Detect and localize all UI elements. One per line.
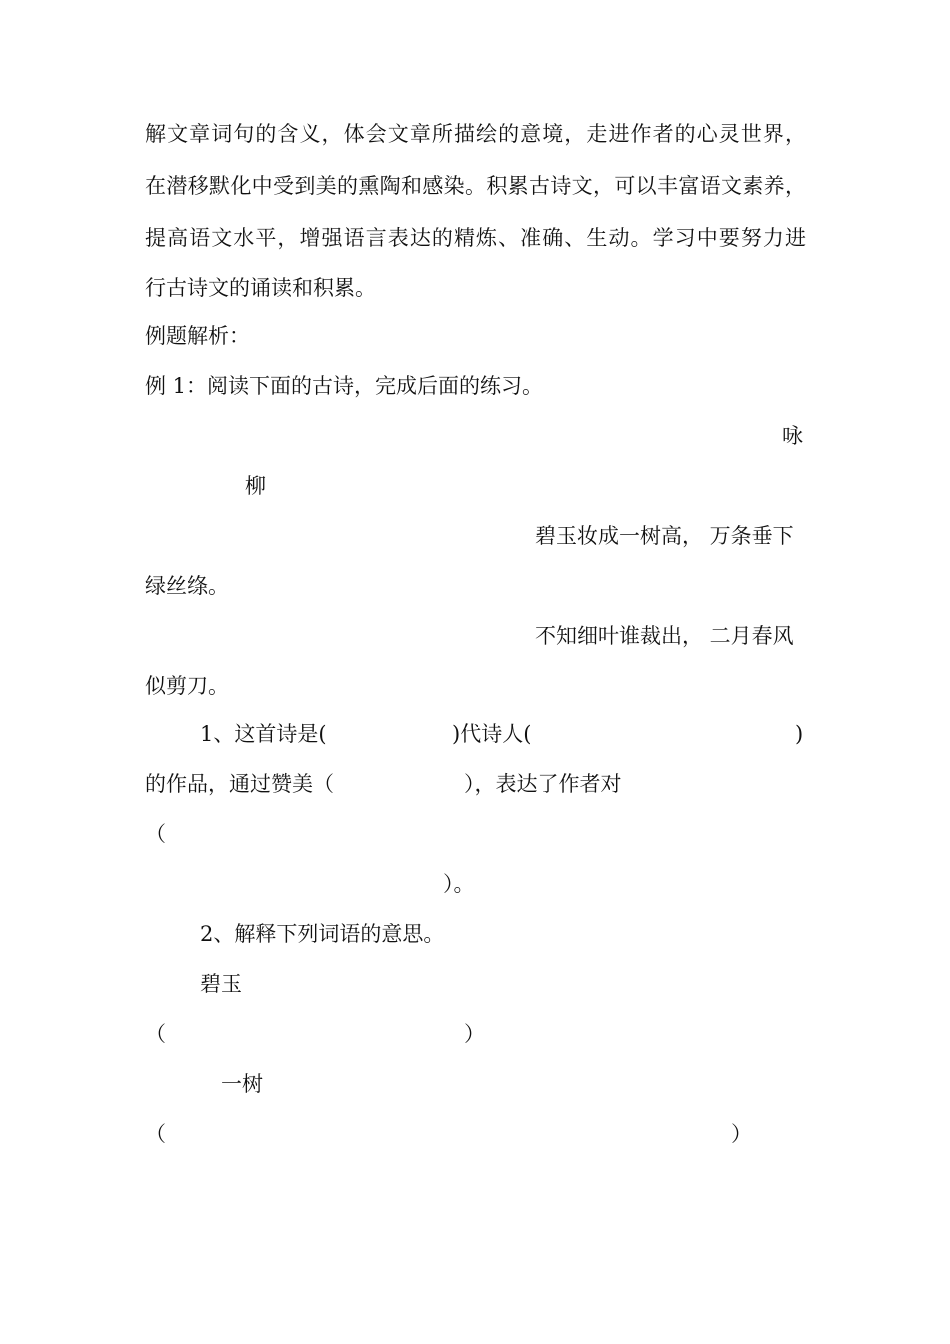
poem-title-char-1: 咏 bbox=[782, 424, 803, 448]
intro-line-1: 解文章词句的含义，体会文章所描绘的意境，走进作者的心灵世界， bbox=[145, 122, 806, 146]
poem-line-2a: 不知细叶谁裁出， 二月春风 bbox=[535, 624, 794, 648]
q1-part-a2: )代诗人( bbox=[452, 722, 532, 746]
q1-part-b2: ），表达了作者对 bbox=[464, 772, 622, 796]
example-prompt: 例 1：阅读下面的古诗，完成后面的练习。 bbox=[145, 374, 544, 398]
q2-word-1: 碧玉 bbox=[200, 972, 242, 996]
intro-line-3: 提高语文水平，增强语言表达的精炼、准确、生动。学习中要努力进 bbox=[145, 226, 806, 250]
poem-title-char-2: 柳 bbox=[245, 474, 266, 498]
q2-word-2-open-paren: （ bbox=[145, 1122, 166, 1146]
q1-part-c1: （ bbox=[145, 822, 166, 846]
q1-part-b1: 的作品，通过赞美（ bbox=[145, 772, 334, 796]
intro-line-2: 在潜移默化中受到美的熏陶和感染。积累古诗文，可以丰富语文素养， bbox=[145, 174, 806, 198]
q2-word-2: 一树 bbox=[221, 1072, 263, 1096]
q1-part-a1: 1、这首诗是( bbox=[200, 722, 327, 746]
q2-prompt: 2、解释下列词语的意思。 bbox=[200, 922, 445, 946]
q1-part-a3: ) bbox=[795, 722, 804, 746]
q2-word-2-close-paren: ） bbox=[731, 1122, 752, 1146]
poem-line-2b: 似剪刀。 bbox=[145, 674, 229, 698]
section-heading: 例题解析： bbox=[145, 324, 250, 348]
q2-word-1-open-paren: （ bbox=[145, 1022, 166, 1046]
q2-word-1-close-paren: ） bbox=[464, 1022, 485, 1046]
intro-line-4: 行古诗文的诵读和积累。 bbox=[145, 276, 376, 300]
q1-part-d1: ）。 bbox=[443, 872, 475, 896]
poem-line-1a: 碧玉妆成一树高， 万条垂下 bbox=[535, 524, 794, 548]
poem-line-1b: 绿丝绦。 bbox=[145, 574, 229, 598]
